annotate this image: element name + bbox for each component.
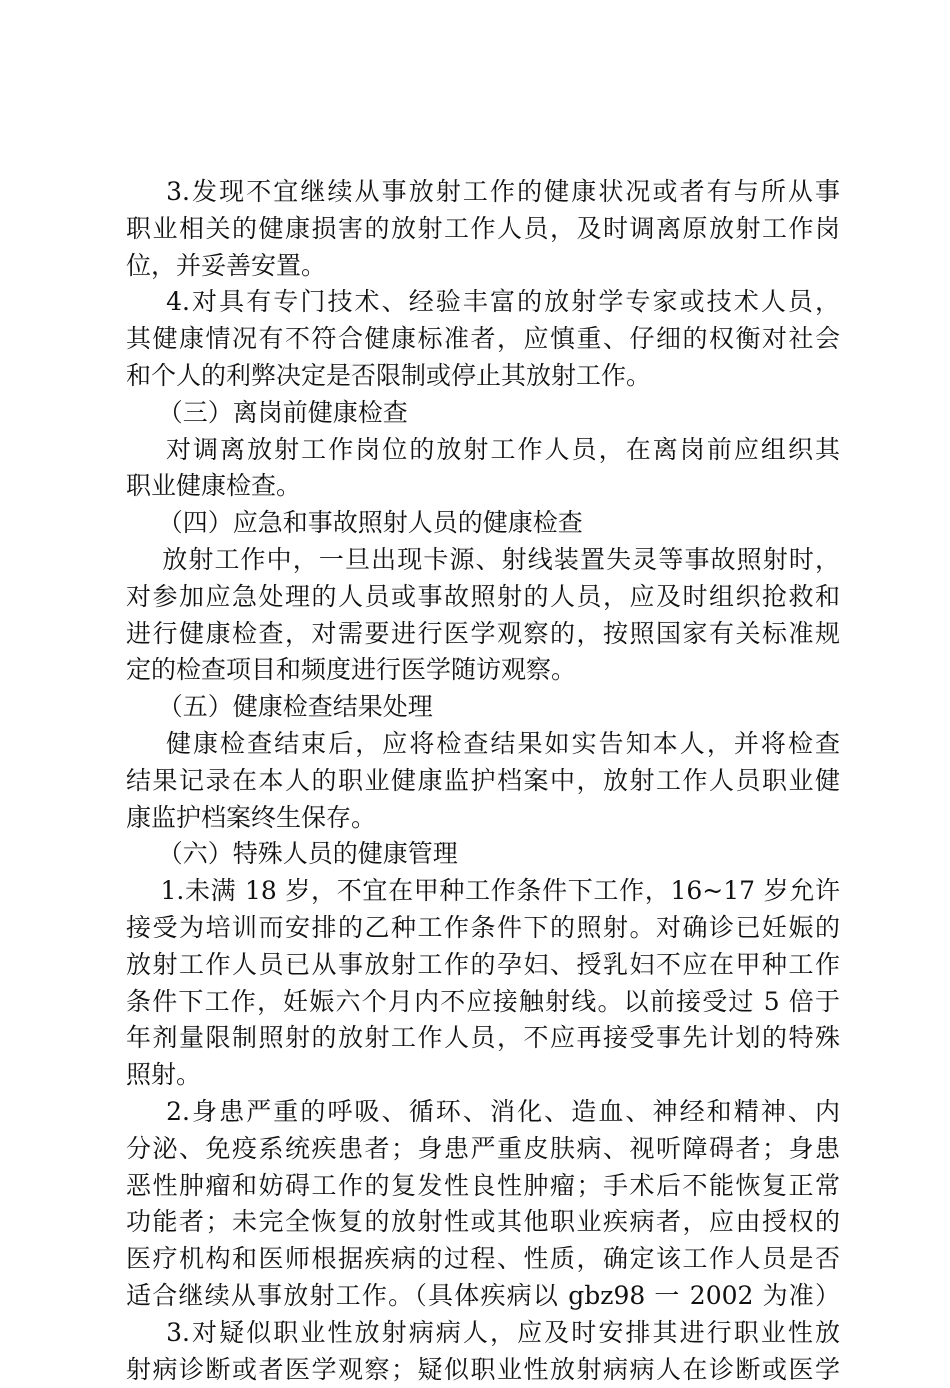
text-line: 放射工作人员已从事放射工作的孕妇、授乳妇不应在甲种工作 [126,947,840,984]
text-line: （六）特殊人员的健康管理 [126,836,840,873]
text-line: 3.对疑似职业性放射病病人，应及时安排其进行职业性放 [126,1315,840,1352]
text-line: （四）应急和事故照射人员的健康检查 [126,505,840,542]
text-line: 4.对具有专门技术、经验丰富的放射学专家或技术人员， [126,284,840,321]
text-line: 职业健康检查。 [126,468,840,505]
text-line: 照射。 [126,1057,840,1094]
text-line: （五）健康检查结果处理 [126,689,840,726]
text-line: 医疗机构和医师根据疾病的过程、性质，确定该工作人员是否 [126,1241,840,1278]
text-line: 职业相关的健康损害的放射工作人员，及时调离原放射工作岗 [126,211,840,248]
text-line: 进行健康检查，对需要进行医学观察的，按照国家有关标准规 [126,616,840,653]
text-line: 和个人的利弊决定是否限制或停止其放射工作。 [126,358,840,395]
text-line: 结果记录在本人的职业健康监护档案中，放射工作人员职业健 [126,763,840,800]
text-line: 康监护档案终生保存。 [126,800,840,837]
text-line: 其健康情况有不符合健康标准者，应慎重、仔细的权衡对社会 [126,321,840,358]
text-line: 定的检查项目和频度进行医学随访观察。 [126,652,840,689]
text-line: 1.未满 18 岁，不宜在甲种工作条件下工作，16~17 岁允许 [126,873,840,910]
text-line: 2.身患严重的呼吸、循环、消化、造血、神经和精神、内 [126,1094,840,1131]
text-line: 对参加应急处理的人员或事故照射的人员，应及时组织抢救和 [126,579,840,616]
text-line: 接受为培训而安排的乙种工作条件下的照射。对确诊已妊娠的 [126,910,840,947]
text-line: 年剂量限制照射的放射工作人员，不应再接受事先计划的特殊 [126,1020,840,1057]
text-line: 3.发现不宜继续从事放射工作的健康状况或者有与所从事 [126,174,840,211]
text-line: 分泌、免疫系统疾患者；身患严重皮肤病、视听障碍者；身患 [126,1131,840,1168]
document-page [126,174,840,1388]
text-line: 条件下工作，妊娠六个月内不应接触射线。以前接受过 5 倍于 [126,984,840,1021]
text-line: 位，并妥善安置。 [126,248,840,285]
text-line: 功能者；未完全恢复的放射性或其他职业疾病者，应由授权的 [126,1204,840,1241]
text-line: 射病诊断或者医学观察；疑似职业性放射病病人在诊断或医学 [126,1352,840,1388]
text-line: 恶性肿瘤和妨碍工作的复发性良性肿瘤；手术后不能恢复正常 [126,1168,840,1205]
text-line: 放射工作中，一旦出现卡源、射线装置失灵等事故照射时， [126,542,840,579]
text-line: 健康检查结束后，应将检查结果如实告知本人，并将检查 [126,726,840,763]
text-line: 适合继续从事放射工作。（具体疾病以 gbz98 一 2002 为准） [126,1278,840,1315]
text-line: 对调离放射工作岗位的放射工作人员，在离岗前应组织其 [126,432,840,469]
text-line: （三）离岗前健康检查 [126,395,840,432]
